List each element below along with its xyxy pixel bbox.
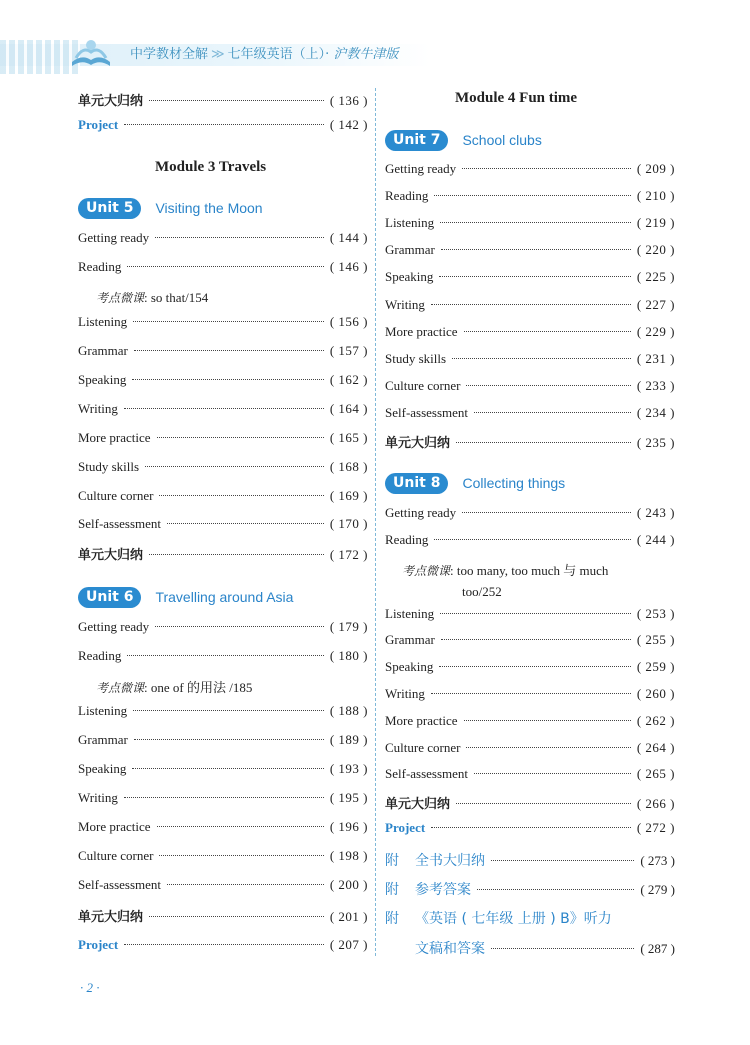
- page-number: · 2 ·: [80, 980, 100, 995]
- toc-page: ( 243 ): [636, 505, 675, 520]
- toc-page: ( 234 ): [636, 405, 675, 420]
- leader-dots: [491, 860, 634, 861]
- toc-label: More practice: [385, 713, 458, 728]
- toc-page: ( 225 ): [636, 269, 675, 284]
- toc-label: Listening: [385, 215, 435, 230]
- toc-row[interactable]: [385, 505, 675, 525]
- leader-dots: [124, 124, 324, 125]
- toc-page: ( 180 ): [329, 648, 368, 663]
- toc-label: Reading: [78, 648, 122, 663]
- toc-label: Reading: [385, 188, 429, 203]
- toc-label: 单元大归纳: [385, 436, 451, 451]
- toc-label: 单元大归纳: [78, 94, 144, 109]
- toc-row[interactable]: [78, 459, 368, 479]
- toc-row[interactable]: [78, 343, 368, 363]
- unit-badge: Unit 8: [385, 473, 448, 494]
- toc-label: Study skills: [385, 351, 447, 366]
- leader-dots: [440, 222, 631, 223]
- toc-row[interactable]: [385, 297, 675, 317]
- toc-row[interactable]: [78, 761, 368, 781]
- toc-label: 单元大归纳: [78, 548, 144, 563]
- toc-label: Project: [385, 820, 426, 835]
- toc-row[interactable]: [385, 269, 675, 289]
- note-text: : one of 的用法 /185: [144, 680, 253, 695]
- toc-page: ( 169 ): [329, 488, 368, 503]
- toc-page: ( 220 ): [636, 242, 675, 257]
- toc-page: ( 165 ): [329, 430, 368, 445]
- toc-label: Getting ready: [78, 230, 150, 245]
- toc-label: Culture corner: [78, 848, 154, 863]
- leader-dots: [441, 639, 631, 640]
- toc-page: ( 255 ): [636, 632, 675, 647]
- leader-dots: [466, 385, 630, 386]
- appendix-title-continued: 文稿和答案: [415, 941, 485, 957]
- toc-label: Self-assessment: [385, 766, 469, 781]
- leader-dots: [157, 826, 324, 827]
- toc-label: Self-assessment: [78, 877, 162, 892]
- appendix-row[interactable]: [385, 879, 675, 901]
- leader-dots: [474, 773, 631, 774]
- toc-page: ( 253 ): [636, 606, 675, 621]
- toc-label: Grammar: [385, 242, 435, 257]
- toc-page: ( 179 ): [329, 619, 368, 634]
- toc-label: Listening: [78, 314, 128, 329]
- appendix-row[interactable]: [385, 850, 675, 872]
- toc-page: ( 219 ): [636, 215, 675, 230]
- leader-dots: [167, 523, 324, 524]
- toc-label: Getting ready: [78, 619, 150, 634]
- unit-name: Travelling around Asia: [155, 589, 294, 605]
- leader-dots: [464, 720, 631, 721]
- header-sep: ≫: [211, 47, 225, 62]
- toc-label: Speaking: [78, 372, 127, 387]
- toc-row[interactable]: [78, 117, 368, 137]
- toc-row[interactable]: [78, 619, 368, 639]
- toc-row[interactable]: [385, 215, 675, 235]
- leader-dots: [133, 321, 324, 322]
- toc-page: ( 170 ): [329, 516, 368, 531]
- toc-row[interactable]: [385, 351, 675, 371]
- leader-dots: [491, 948, 634, 949]
- toc-row[interactable]: [385, 686, 675, 706]
- toc-page: ( 196 ): [329, 819, 368, 834]
- toc-page: ( 231 ): [636, 351, 675, 366]
- leader-dots: [439, 276, 630, 277]
- toc-page: ( 146 ): [329, 259, 368, 274]
- unit-name: Visiting the Moon: [155, 200, 263, 216]
- toc-label: Culture corner: [78, 488, 154, 503]
- toc-page: ( 201 ): [329, 909, 368, 924]
- unit-6-heading[interactable]: [78, 585, 293, 609]
- toc-page: ( 266 ): [636, 796, 675, 811]
- toc-label: Reading: [78, 259, 122, 274]
- toc-label: Speaking: [385, 659, 434, 674]
- toc-row[interactable]: [385, 405, 675, 425]
- toc-page: ( 229 ): [636, 324, 675, 339]
- toc-row[interactable]: [78, 401, 368, 421]
- appendix-title: 参考答案: [415, 882, 471, 898]
- unit-name: School clubs: [462, 132, 542, 148]
- toc-label: Writing: [385, 297, 425, 312]
- leader-dots: [456, 803, 631, 804]
- toc-row[interactable]: [78, 488, 368, 508]
- leader-dots: [155, 237, 324, 238]
- toc-label: Project: [78, 937, 119, 952]
- note-text: : too many, too much 与 much: [450, 563, 609, 578]
- toc-label: Grammar: [78, 343, 128, 358]
- toc-label: More practice: [385, 324, 458, 339]
- module-4-title: Module 4 Fun time: [455, 90, 578, 106]
- kaodian-note: [96, 677, 252, 696]
- toc-label: Self-assessment: [78, 516, 162, 531]
- toc-label: Listening: [385, 606, 435, 621]
- toc-page: ( 156 ): [329, 314, 368, 329]
- toc-row[interactable]: [78, 790, 368, 810]
- toc-row[interactable]: [78, 937, 368, 957]
- toc-row[interactable]: [385, 432, 675, 452]
- book-logo-icon: [68, 36, 114, 70]
- toc-row[interactable]: [385, 378, 675, 398]
- note-text: : so that/154: [144, 290, 209, 305]
- appendix-title: 全书大归纳: [415, 853, 485, 869]
- leader-dots: [452, 358, 631, 359]
- toc-label: Listening: [78, 703, 128, 718]
- leader-dots: [124, 944, 324, 945]
- header-edition: 沪教牛津版: [333, 47, 399, 62]
- leader-dots: [134, 739, 324, 740]
- leader-dots: [157, 437, 324, 438]
- toc-label: Getting ready: [385, 161, 457, 176]
- toc-label: Self-assessment: [385, 405, 469, 420]
- toc-page: ( 207 ): [329, 937, 368, 952]
- toc-label: Culture corner: [385, 740, 461, 755]
- toc-page: ( 260 ): [636, 686, 675, 701]
- toc-row[interactable]: [385, 606, 675, 626]
- toc-page: ( 259 ): [636, 659, 675, 674]
- toc-page: ( 172 ): [329, 547, 368, 562]
- leader-dots: [431, 304, 631, 305]
- toc-label: Getting ready: [385, 505, 457, 520]
- toc-row[interactable]: [385, 820, 675, 840]
- toc-row[interactable]: [385, 188, 675, 208]
- toc-row[interactable]: [385, 766, 675, 786]
- toc-label: Writing: [78, 790, 118, 805]
- header-title: [130, 44, 398, 66]
- toc-page: ( 162 ): [329, 372, 368, 387]
- appendix-row[interactable]: [385, 908, 675, 930]
- toc-page: ( 195 ): [329, 790, 368, 805]
- toc-row[interactable]: [78, 906, 368, 926]
- toc-page: ( 235 ): [636, 435, 675, 450]
- toc-label: Writing: [385, 686, 425, 701]
- toc-page: ( 189 ): [329, 732, 368, 747]
- leader-dots: [124, 797, 324, 798]
- toc-page: ( 264 ): [636, 740, 675, 755]
- toc-label: Culture corner: [385, 378, 461, 393]
- toc-row[interactable]: [385, 324, 675, 344]
- toc-page: ( 164 ): [329, 401, 368, 416]
- leader-dots: [456, 442, 631, 443]
- leader-dots: [134, 350, 324, 351]
- leader-dots: [434, 195, 631, 196]
- leader-dots: [167, 884, 324, 885]
- module-3-title: Module 3 Travels: [155, 159, 267, 175]
- leader-dots: [132, 768, 323, 769]
- toc-row[interactable]: [78, 877, 368, 897]
- leader-dots: [462, 512, 631, 513]
- note-label: 考点微课: [96, 681, 145, 695]
- toc-row[interactable]: [78, 516, 368, 536]
- leader-dots: [127, 266, 324, 267]
- appendix-page: ( 273 ): [640, 853, 675, 868]
- leader-dots: [127, 655, 324, 656]
- appendix-prefix: 附: [385, 853, 399, 869]
- toc-page: ( 227 ): [636, 297, 675, 312]
- toc-row[interactable]: [385, 713, 675, 733]
- leader-dots: [477, 889, 634, 890]
- unit-7-heading[interactable]: [385, 128, 542, 152]
- toc-label: 单元大归纳: [78, 910, 144, 925]
- toc-label: Project: [78, 117, 119, 132]
- header-subject: 七年级英语（上）·: [227, 47, 330, 62]
- unit-badge: Unit 7: [385, 130, 448, 151]
- toc-row[interactable]: [78, 259, 368, 279]
- leader-dots: [440, 613, 631, 614]
- appendix-page: ( 287 ): [640, 941, 675, 956]
- unit-name: Collecting things: [462, 475, 566, 491]
- appendix-prefix: 附: [385, 882, 399, 898]
- toc-row[interactable]: [385, 161, 675, 181]
- toc-row[interactable]: [385, 532, 675, 552]
- leader-dots: [466, 747, 630, 748]
- toc-page: ( 188 ): [329, 703, 368, 718]
- unit-5-heading[interactable]: [78, 196, 263, 220]
- toc-page: ( 272 ): [636, 820, 675, 835]
- toc-row[interactable]: [78, 230, 368, 250]
- leader-dots: [159, 495, 323, 496]
- toc-page: ( 200 ): [329, 877, 368, 892]
- toc-label: 单元大归纳: [385, 797, 451, 812]
- toc-label: More practice: [78, 819, 151, 834]
- toc-row[interactable]: [385, 740, 675, 760]
- toc-row[interactable]: [385, 659, 675, 679]
- toc-row[interactable]: [78, 544, 368, 564]
- toc-page: ( 233 ): [636, 378, 675, 393]
- toc-page: ( 136 ): [329, 93, 368, 108]
- toc-page: ( 210 ): [636, 188, 675, 203]
- kaodian-note: [96, 289, 208, 306]
- leader-dots: [149, 554, 324, 555]
- toc-label: Writing: [78, 401, 118, 416]
- toc-label: Reading: [385, 532, 429, 547]
- appendix-title: 《英语 ( 七年级 上册 ) B》听力: [415, 911, 612, 927]
- toc-page: ( 142 ): [329, 117, 368, 132]
- toc-page: ( 168 ): [329, 459, 368, 474]
- toc-row[interactable]: [385, 632, 675, 652]
- leader-dots: [159, 855, 323, 856]
- toc-row[interactable]: [78, 819, 368, 839]
- note-label: 考点微课: [402, 564, 451, 578]
- leader-dots: [149, 100, 324, 101]
- toc-row[interactable]: [385, 793, 675, 813]
- toc-label: Speaking: [385, 269, 434, 284]
- page-header: [0, 0, 750, 80]
- leader-dots: [145, 466, 324, 467]
- toc-page: ( 209 ): [636, 161, 675, 176]
- leader-dots: [155, 626, 324, 627]
- appendix-prefix: 附: [385, 911, 399, 927]
- leader-dots: [124, 408, 324, 409]
- unit-badge: Unit 6: [78, 587, 141, 608]
- column-divider: [375, 88, 376, 956]
- leader-dots: [441, 249, 631, 250]
- leader-dots: [439, 666, 630, 667]
- kaodian-note-continued: too/252: [462, 584, 502, 599]
- leader-dots: [434, 539, 631, 540]
- note-label: 考点微课: [96, 291, 145, 305]
- leader-dots: [133, 710, 324, 711]
- toc-row[interactable]: [78, 314, 368, 334]
- toc-label: Speaking: [78, 761, 127, 776]
- toc-label: Grammar: [78, 732, 128, 747]
- toc-page: ( 198 ): [329, 848, 368, 863]
- leader-dots: [474, 412, 631, 413]
- toc-row[interactable]: [78, 372, 368, 392]
- toc-row[interactable]: [78, 732, 368, 752]
- leader-dots: [462, 168, 631, 169]
- leader-dots: [464, 331, 631, 332]
- toc-page: ( 262 ): [636, 713, 675, 728]
- toc-page: ( 193 ): [329, 761, 368, 776]
- toc-page: ( 157 ): [329, 343, 368, 358]
- toc-page: ( 244 ): [636, 532, 675, 547]
- toc-page: ( 144 ): [329, 230, 368, 245]
- toc-row[interactable]: [385, 242, 675, 262]
- toc-label: Grammar: [385, 632, 435, 647]
- appendix-page: ( 279 ): [640, 882, 675, 897]
- appendix-row-continued[interactable]: [415, 938, 675, 960]
- toc-row[interactable]: [78, 90, 368, 110]
- toc-label: Study skills: [78, 459, 140, 474]
- leader-dots: [132, 379, 323, 380]
- leader-dots: [431, 693, 631, 694]
- leader-dots: [149, 916, 324, 917]
- leader-dots: [431, 827, 631, 828]
- toc-label: More practice: [78, 430, 151, 445]
- header-book: 中学教材全解: [130, 47, 209, 62]
- toc-row[interactable]: [78, 848, 368, 868]
- toc-row[interactable]: [78, 430, 368, 450]
- unit-8-heading[interactable]: [385, 471, 565, 495]
- toc-page: ( 265 ): [636, 766, 675, 781]
- toc-row[interactable]: [78, 703, 368, 723]
- unit-badge: Unit 5: [78, 198, 141, 219]
- toc-row[interactable]: [78, 648, 368, 668]
- kaodian-note: [402, 560, 608, 579]
